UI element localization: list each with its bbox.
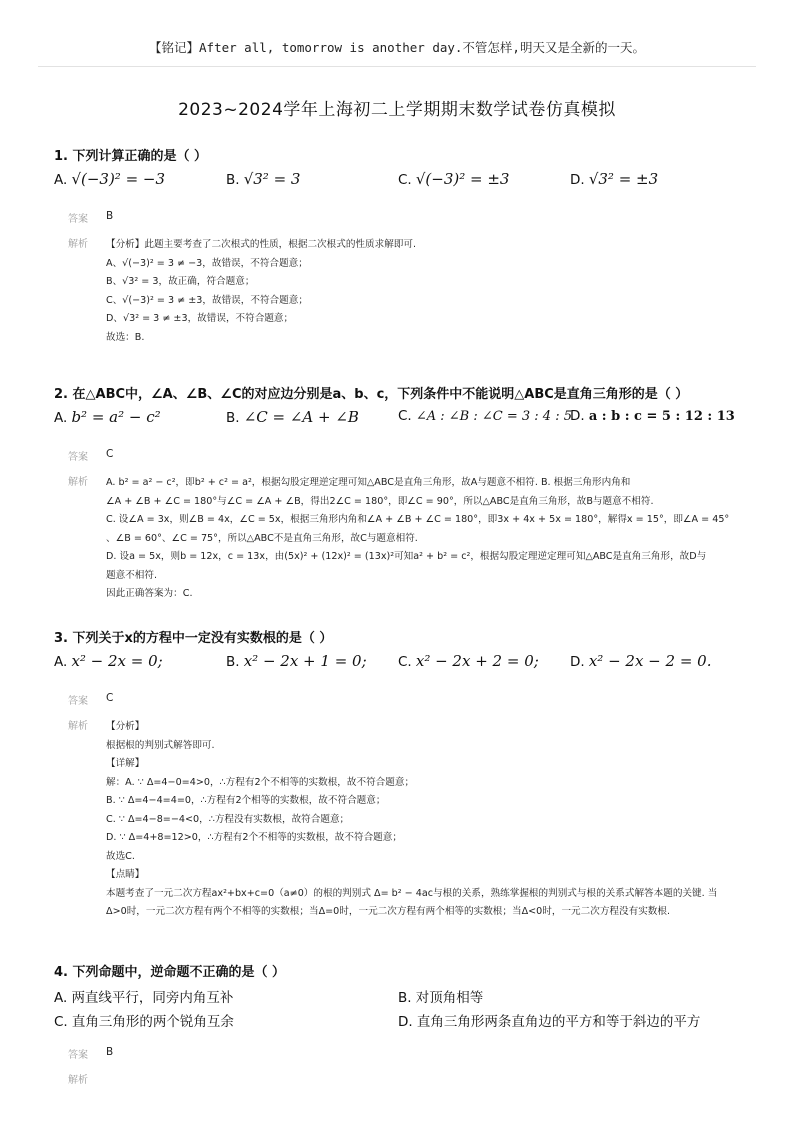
analysis-line: C、√(−3)² = 3 ≠ ±3，故错误，不符合题意； (106, 294, 308, 306)
analysis-line: D. 设a = 5x，则b = 12x，c = 13x，由(5x)² + (12x)² = (13x)²可知a² + b² = c²，根据勾股定理逆定理可知△ABC是直角三角形，故D与 (106, 551, 707, 562)
answer-row (54, 210, 744, 228)
question-stem: 1. 下列计算正确的是（ ） (54, 149, 208, 164)
answer-value: B (106, 210, 114, 222)
analysis-line: B. ∵ Δ=4−4=4=0，∴方程有2个相等的实数根，故不符合题意； (106, 795, 386, 806)
answer-label: 答案 (68, 1050, 88, 1061)
options-row (54, 652, 744, 678)
option-b[interactable]: B. √3² = 3 (226, 170, 301, 188)
question-stem: 3. 下列关于x的方程中一定没有实数根的是（ ） (54, 631, 333, 646)
options-row (54, 1010, 744, 1032)
question-3 (54, 627, 744, 922)
analysis-line: C. 设∠A = 3x，则∠B = 4x，∠C = 5x，根据三角形内角和∠A + ∠B + ∠C = 180°，即3x + 4x + 5x = 180°，解得x = 15°，即∠A = 45° (106, 514, 730, 525)
question-stem: 2. 在△ABC中，∠A、∠B、∠C的对应边分别是a、b、c，下列条件中不能说明△ABC是直角三角形的是（ ） (54, 387, 689, 402)
option-a[interactable]: A. √(−3)² = −3 (54, 170, 166, 188)
answer-row (54, 1046, 744, 1064)
answer-row (54, 448, 744, 466)
option-b[interactable]: B. ∠C = ∠A + ∠B (226, 408, 359, 426)
question-4 (54, 961, 744, 1086)
analysis-line: 解：A. ∵ Δ=4−0=4>0，∴方程有2个不相等的实数根，故不符合题意； (106, 776, 415, 788)
answer-label: 答案 (68, 452, 88, 463)
analysis-label: 解析 (68, 1075, 88, 1086)
analysis-line: 【点睛】 (106, 869, 145, 880)
option-c[interactable]: C. √(−3)² = ±3 (398, 170, 510, 188)
option-a[interactable]: A. b² = a² − c² (54, 408, 161, 426)
question-2 (54, 383, 744, 604)
answer-value: B (106, 1046, 114, 1058)
option-c[interactable]: C. ∠A : ∠B : ∠C = 3 : 4 : 5 (398, 408, 572, 424)
page-title: 2023~2024学年上海初二上学期期末数学试卷仿真模拟 (178, 100, 616, 120)
analysis-label: 解析 (68, 239, 88, 250)
question-1 (54, 145, 744, 347)
option-b[interactable]: B. 对顶角相等 (398, 990, 484, 1006)
analysis-line: ∠A + ∠B + ∠C = 180°与∠C = ∠A + ∠B，得出2∠C = 180°，即∠C = 90°，所以△ABC是直角三角形，故B与题意不相符. (106, 495, 654, 507)
analysis-line: 【详解】 (106, 758, 145, 769)
analysis-line: 题意不相符. (106, 569, 158, 581)
answer-value: C (106, 448, 114, 460)
option-c[interactable]: C. 直角三角形的两个锐角互余 (54, 1014, 234, 1030)
analysis-line: 故选：B. (106, 331, 145, 343)
option-d[interactable]: D. a : b : c = 5 : 12 : 13 (570, 408, 735, 424)
analysis-block (54, 718, 744, 922)
motto-header: 【铭记】After all, tomorrow is another day.不管怎样,明天又是全新的一天。 (149, 40, 645, 55)
analysis-line: A. b² = a² − c²，即b² + c² = a²，根据勾股定理逆定理可知△ABC是直角三角形，故A与题意不相符. B. 根据三角形内角和 (106, 477, 631, 488)
analysis-line: B、√3² = 3，故正确，符合题意； (106, 276, 255, 287)
option-a[interactable]: A. x² − 2x = 0; (54, 652, 163, 670)
answer-label: 答案 (68, 214, 88, 225)
option-b[interactable]: B. x² − 2x + 1 = 0; (226, 652, 367, 670)
analysis-line: 、∠B = 60°、∠C = 75°，所以△ABC不是直角三角形，故C与题意相符. (106, 532, 418, 544)
option-d[interactable]: D. x² − 2x − 2 = 0. (570, 652, 712, 670)
analysis-line: 【分析】此题主要考查了二次根式的性质，根据二次根式的性质求解即可. (106, 239, 417, 250)
answer-value: C (106, 692, 114, 704)
header-divider (38, 66, 756, 67)
analysis-line: 根据根的判别式解答即可. (106, 739, 215, 751)
analysis-line: C. ∵ Δ=4−8=−4<0，∴方程没有实数根，故符合题意； (106, 813, 350, 825)
answer-label: 答案 (68, 696, 88, 707)
analysis-block (54, 236, 744, 347)
options-row (54, 986, 744, 1008)
answer-row (54, 692, 744, 710)
analysis-line: D. ∵ Δ=4+8=12>0，∴方程有2个不相等的实数根，故不符合题意； (106, 832, 402, 843)
option-d[interactable]: D. 直角三角形两条直角边的平方和等于斜边的平方 (398, 1014, 701, 1030)
options-row (54, 170, 744, 196)
analysis-label: 解析 (68, 721, 88, 732)
analysis-line: 因此正确答案为：C. (106, 588, 193, 599)
option-d[interactable]: D. √3² = ±3 (570, 170, 659, 188)
analysis-line: 本题考查了一元二次方程ax²+bx+c=0（a≠0）的根的判别式 Δ= b² − 4ac与根的关系，熟练掌握根的判别式与根的关系式解答本题的关键. 当Δ>0时，一元二次方程有两个不相等的实数根；当Δ=0时，一元二次方程有两个相等的实数根；当Δ<0时，一元二次方程没有实数根. (106, 887, 718, 917)
options-row (54, 408, 744, 434)
analysis-block (54, 474, 744, 604)
analysis-line: 故选C. (106, 850, 135, 862)
question-stem: 4. 下列命题中，逆命题不正确的是（ ） (54, 965, 286, 980)
analysis-line: A、√(−3)² = 3 ≠ −3，故错误，不符合题意； (106, 257, 308, 269)
analysis-label: 解析 (68, 477, 88, 488)
analysis-line: D、√3² = 3 ≠ ±3，故错误，不符合题意； (106, 313, 294, 324)
analysis-line: 【分析】 (106, 721, 145, 732)
option-a[interactable]: A. 两直线平行，同旁内角互补 (54, 990, 234, 1006)
option-c[interactable]: C. x² − 2x + 2 = 0; (398, 652, 539, 670)
